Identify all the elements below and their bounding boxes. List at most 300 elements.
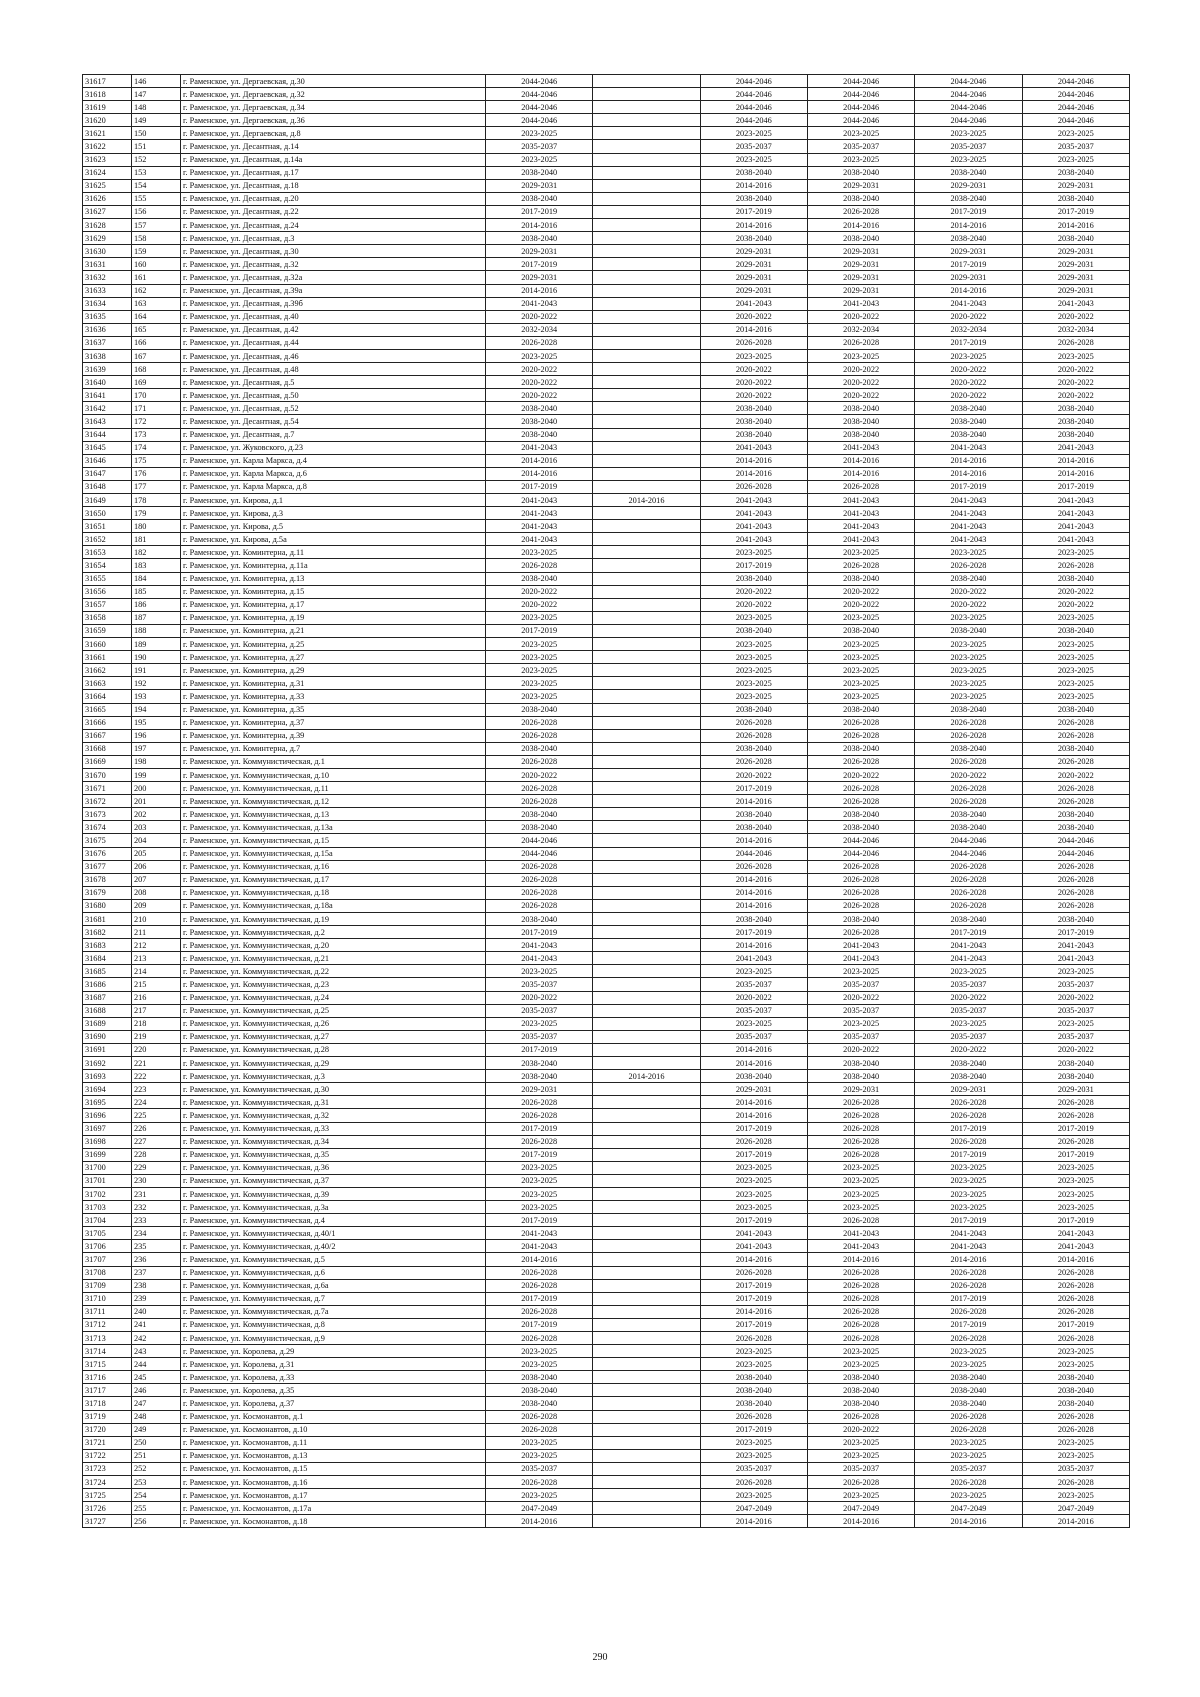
period-cell-5: 2038-2040 xyxy=(915,428,1022,441)
period-cell-5: 2038-2040 xyxy=(915,808,1022,821)
table-row xyxy=(83,1292,1130,1305)
period-cell-5: 2017-2019 xyxy=(915,1318,1022,1331)
period-cell-2 xyxy=(593,1371,700,1384)
period-cell-6: 2017-2019 xyxy=(1022,1318,1129,1331)
period-cell-6: 2023-2025 xyxy=(1022,664,1129,677)
period-cell-3: 2023-2025 xyxy=(700,965,807,978)
period-cell-1: 2023-2025 xyxy=(486,1449,593,1462)
period-cell-6: 2023-2025 xyxy=(1022,965,1129,978)
period-cell-3: 2014-2016 xyxy=(700,454,807,467)
row-number-cell: 234 xyxy=(132,1227,181,1240)
period-cell-5: 2038-2040 xyxy=(915,1070,1022,1083)
period-cell-4: 2035-2037 xyxy=(807,978,914,991)
table-row xyxy=(83,1371,1130,1384)
row-number-cell: 247 xyxy=(132,1397,181,1410)
row-number-cell: 188 xyxy=(132,624,181,637)
period-cell-3: 2029-2031 xyxy=(700,1083,807,1096)
period-cell-3: 2023-2025 xyxy=(700,1187,807,1200)
period-cell-2 xyxy=(593,219,700,232)
period-cell-2 xyxy=(593,795,700,808)
period-cell-6: 2023-2025 xyxy=(1022,1436,1129,1449)
row-id-cell: 31646 xyxy=(83,454,132,467)
table-row xyxy=(83,1436,1130,1449)
address-cell: г. Раменское, ул. Коммунистическая, д.15 xyxy=(181,834,486,847)
period-cell-5: 2038-2040 xyxy=(915,821,1022,834)
period-cell-5: 2038-2040 xyxy=(915,913,1022,926)
row-number-cell: 152 xyxy=(132,153,181,166)
period-cell-3: 2041-2043 xyxy=(700,1227,807,1240)
period-cell-2 xyxy=(593,624,700,637)
period-cell-1: 2023-2025 xyxy=(486,546,593,559)
row-id-cell: 31708 xyxy=(83,1266,132,1279)
table-row xyxy=(83,611,1130,624)
period-cell-2 xyxy=(593,349,700,362)
period-cell-5: 2014-2016 xyxy=(915,1515,1022,1528)
period-cell-6: 2014-2016 xyxy=(1022,454,1129,467)
table-row xyxy=(83,939,1130,952)
period-cell-1: 2044-2046 xyxy=(486,88,593,101)
row-id-cell: 31718 xyxy=(83,1397,132,1410)
row-number-cell: 243 xyxy=(132,1345,181,1358)
period-cell-4: 2026-2028 xyxy=(807,873,914,886)
period-cell-1: 2014-2016 xyxy=(486,467,593,480)
period-cell-6: 2017-2019 xyxy=(1022,205,1129,218)
period-cell-6: 2038-2040 xyxy=(1022,742,1129,755)
period-cell-6: 2026-2028 xyxy=(1022,755,1129,768)
table-row xyxy=(83,520,1130,533)
period-cell-6: 2041-2043 xyxy=(1022,1240,1129,1253)
row-id-cell: 31622 xyxy=(83,140,132,153)
period-cell-1: 2038-2040 xyxy=(486,192,593,205)
period-cell-3: 2023-2025 xyxy=(700,690,807,703)
row-number-cell: 192 xyxy=(132,677,181,690)
address-cell: г. Раменское, ул. Коммунистическая, д.17 xyxy=(181,873,486,886)
period-cell-5: 2023-2025 xyxy=(915,1436,1022,1449)
row-id-cell: 31629 xyxy=(83,232,132,245)
table-row xyxy=(83,1502,1130,1515)
period-cell-4: 2041-2043 xyxy=(807,441,914,454)
period-cell-3: 2047-2049 xyxy=(700,1502,807,1515)
period-cell-1: 2035-2037 xyxy=(486,1004,593,1017)
period-cell-1: 2017-2019 xyxy=(486,1214,593,1227)
period-cell-3: 2017-2019 xyxy=(700,1279,807,1292)
period-cell-6: 2020-2022 xyxy=(1022,389,1129,402)
period-cell-4: 2020-2022 xyxy=(807,376,914,389)
period-cell-5: 2017-2019 xyxy=(915,1122,1022,1135)
period-cell-3: 2023-2025 xyxy=(700,1161,807,1174)
period-cell-4: 2026-2028 xyxy=(807,716,914,729)
row-id-cell: 31716 xyxy=(83,1371,132,1384)
period-cell-4: 2023-2025 xyxy=(807,349,914,362)
period-cell-2 xyxy=(593,729,700,742)
address-cell: г. Раменское, ул. Коминтерна, д.21 xyxy=(181,624,486,637)
period-cell-3: 2038-2040 xyxy=(700,1371,807,1384)
address-cell: г. Раменское, ул. Коммунистическая, д.9 xyxy=(181,1332,486,1345)
row-number-cell: 165 xyxy=(132,323,181,336)
table-row xyxy=(83,1227,1130,1240)
period-cell-6: 2044-2046 xyxy=(1022,101,1129,114)
period-cell-4: 2026-2028 xyxy=(807,480,914,493)
address-cell: г. Раменское, ул. Карла Маркса, д.6 xyxy=(181,467,486,480)
row-number-cell: 255 xyxy=(132,1502,181,1515)
row-id-cell: 31724 xyxy=(83,1476,132,1489)
period-cell-6: 2026-2028 xyxy=(1022,1109,1129,1122)
period-cell-6: 2026-2028 xyxy=(1022,729,1129,742)
period-cell-6: 2029-2031 xyxy=(1022,1083,1129,1096)
period-cell-5: 2038-2040 xyxy=(915,624,1022,637)
period-cell-1: 2020-2022 xyxy=(486,585,593,598)
row-id-cell: 31701 xyxy=(83,1174,132,1187)
period-cell-4: 2041-2043 xyxy=(807,939,914,952)
row-id-cell: 31633 xyxy=(83,284,132,297)
table-row xyxy=(83,808,1130,821)
table-row xyxy=(83,546,1130,559)
address-cell: г. Раменское, ул. Коммунистическая, д.33 xyxy=(181,1122,486,1135)
period-cell-2 xyxy=(593,336,700,349)
row-id-cell: 31663 xyxy=(83,677,132,690)
period-cell-2 xyxy=(593,1148,700,1161)
period-cell-3: 2038-2040 xyxy=(700,821,807,834)
period-cell-6: 2038-2040 xyxy=(1022,913,1129,926)
row-number-cell: 197 xyxy=(132,742,181,755)
period-cell-2 xyxy=(593,926,700,939)
row-id-cell: 31725 xyxy=(83,1489,132,1502)
period-cell-2 xyxy=(593,1358,700,1371)
row-number-cell: 150 xyxy=(132,127,181,140)
address-cell: г. Раменское, ул. Коминтерна, д.11а xyxy=(181,559,486,572)
period-cell-4: 2029-2031 xyxy=(807,284,914,297)
period-cell-1: 2041-2043 xyxy=(486,533,593,546)
row-number-cell: 184 xyxy=(132,572,181,585)
period-cell-2 xyxy=(593,1397,700,1410)
period-cell-6: 2041-2043 xyxy=(1022,520,1129,533)
period-cell-4: 2041-2043 xyxy=(807,297,914,310)
period-cell-4: 2014-2016 xyxy=(807,1253,914,1266)
table-row xyxy=(83,349,1130,362)
period-cell-4: 2035-2037 xyxy=(807,1004,914,1017)
period-cell-5: 2035-2037 xyxy=(915,1030,1022,1043)
period-cell-5: 2017-2019 xyxy=(915,480,1022,493)
period-cell-2 xyxy=(593,1030,700,1043)
row-id-cell: 31698 xyxy=(83,1135,132,1148)
period-cell-6: 2041-2043 xyxy=(1022,441,1129,454)
address-cell: г. Раменское, ул. Коминтерна, д.33 xyxy=(181,690,486,703)
period-cell-2 xyxy=(593,1201,700,1214)
period-cell-6: 2023-2025 xyxy=(1022,611,1129,624)
row-number-cell: 251 xyxy=(132,1449,181,1462)
period-cell-6: 2020-2022 xyxy=(1022,310,1129,323)
period-cell-4: 2023-2025 xyxy=(807,153,914,166)
row-id-cell: 31704 xyxy=(83,1214,132,1227)
period-cell-1: 2035-2037 xyxy=(486,978,593,991)
address-cell: г. Раменское, ул. Коммунистическая, д.29 xyxy=(181,1057,486,1070)
row-id-cell: 31643 xyxy=(83,415,132,428)
period-cell-4: 2026-2028 xyxy=(807,795,914,808)
row-number-cell: 218 xyxy=(132,1017,181,1030)
period-cell-3: 2038-2040 xyxy=(700,402,807,415)
table-row xyxy=(83,205,1130,218)
period-cell-6: 2044-2046 xyxy=(1022,75,1129,88)
table-row xyxy=(83,952,1130,965)
period-cell-5: 2041-2043 xyxy=(915,494,1022,507)
period-cell-2 xyxy=(593,1292,700,1305)
table-row xyxy=(83,1109,1130,1122)
period-cell-1: 2041-2043 xyxy=(486,939,593,952)
period-cell-6: 2020-2022 xyxy=(1022,585,1129,598)
period-cell-4: 2023-2025 xyxy=(807,1201,914,1214)
address-cell: г. Раменское, ул. Десантная, д.32 xyxy=(181,258,486,271)
period-cell-2 xyxy=(593,1476,700,1489)
period-cell-1: 2038-2040 xyxy=(486,232,593,245)
row-number-cell: 169 xyxy=(132,376,181,389)
period-cell-5: 2041-2043 xyxy=(915,507,1022,520)
period-cell-5: 2044-2046 xyxy=(915,75,1022,88)
period-cell-6: 2026-2028 xyxy=(1022,873,1129,886)
row-id-cell: 31696 xyxy=(83,1109,132,1122)
address-cell: г. Раменское, ул. Коммунистическая, д.13 xyxy=(181,808,486,821)
address-cell: г. Раменское, ул. Коммунистическая, д.13а xyxy=(181,821,486,834)
period-cell-4: 2020-2022 xyxy=(807,1043,914,1056)
period-cell-6: 2020-2022 xyxy=(1022,363,1129,376)
period-cell-2 xyxy=(593,1214,700,1227)
table-row xyxy=(83,323,1130,336)
period-cell-3: 2014-2016 xyxy=(700,1057,807,1070)
row-number-cell: 252 xyxy=(132,1462,181,1475)
period-cell-6: 2038-2040 xyxy=(1022,572,1129,585)
period-cell-1: 2026-2028 xyxy=(486,1135,593,1148)
period-cell-2 xyxy=(593,952,700,965)
period-cell-4: 2026-2028 xyxy=(807,729,914,742)
period-cell-4: 2020-2022 xyxy=(807,991,914,1004)
address-cell: г. Раменское, ул. Карла Маркса, д.4 xyxy=(181,454,486,467)
address-cell: г. Раменское, ул. Коммунистическая, д.28 xyxy=(181,1043,486,1056)
row-number-cell: 155 xyxy=(132,192,181,205)
row-id-cell: 31631 xyxy=(83,258,132,271)
table-row xyxy=(83,258,1130,271)
period-cell-3: 2023-2025 xyxy=(700,651,807,664)
period-cell-6: 2026-2028 xyxy=(1022,860,1129,873)
address-cell: г. Раменское, ул. Коммунистическая, д.27 xyxy=(181,1030,486,1043)
period-cell-5: 2038-2040 xyxy=(915,703,1022,716)
period-cell-2 xyxy=(593,834,700,847)
period-cell-1: 2041-2043 xyxy=(486,952,593,965)
row-number-cell: 167 xyxy=(132,349,181,362)
table-row xyxy=(83,1214,1130,1227)
period-cell-4: 2026-2028 xyxy=(807,1148,914,1161)
period-cell-5: 2035-2037 xyxy=(915,1004,1022,1017)
table-row xyxy=(83,101,1130,114)
period-cell-3: 2014-2016 xyxy=(700,886,807,899)
row-id-cell: 31721 xyxy=(83,1436,132,1449)
table-row xyxy=(83,991,1130,1004)
period-cell-5: 2026-2028 xyxy=(915,559,1022,572)
period-cell-6: 2023-2025 xyxy=(1022,1489,1129,1502)
period-cell-4: 2026-2028 xyxy=(807,886,914,899)
period-cell-6: 2041-2043 xyxy=(1022,297,1129,310)
period-cell-5: 2017-2019 xyxy=(915,1148,1022,1161)
address-cell: г. Раменское, ул. Коммунистическая, д.6а xyxy=(181,1279,486,1292)
period-cell-1: 2026-2028 xyxy=(486,1266,593,1279)
row-number-cell: 185 xyxy=(132,585,181,598)
period-cell-1: 2017-2019 xyxy=(486,1292,593,1305)
row-id-cell: 31714 xyxy=(83,1345,132,1358)
period-cell-6: 2026-2028 xyxy=(1022,1266,1129,1279)
period-cell-3: 2023-2025 xyxy=(700,1449,807,1462)
period-cell-2 xyxy=(593,1109,700,1122)
period-cell-4: 2020-2022 xyxy=(807,363,914,376)
period-cell-1: 2023-2025 xyxy=(486,153,593,166)
address-cell: г. Раменское, ул. Космонавтов, д.17а xyxy=(181,1502,486,1515)
address-cell: г. Раменское, ул. Коммунистическая, д.23 xyxy=(181,978,486,991)
address-cell: г. Раменское, ул. Коммунистическая, д.35 xyxy=(181,1148,486,1161)
address-cell: г. Раменское, ул. Коммунистическая, д.25 xyxy=(181,1004,486,1017)
period-cell-5: 2026-2028 xyxy=(915,1266,1022,1279)
table-row xyxy=(83,1135,1130,1148)
period-cell-6: 2035-2037 xyxy=(1022,1462,1129,1475)
address-cell: г. Раменское, ул. Коминтерна, д.19 xyxy=(181,611,486,624)
row-number-cell: 233 xyxy=(132,1214,181,1227)
row-number-cell: 236 xyxy=(132,1253,181,1266)
row-id-cell: 31651 xyxy=(83,520,132,533)
address-cell: г. Раменское, ул. Коминтерна, д.25 xyxy=(181,638,486,651)
period-cell-1: 2038-2040 xyxy=(486,913,593,926)
period-cell-5: 2023-2025 xyxy=(915,690,1022,703)
period-cell-1: 2017-2019 xyxy=(486,1043,593,1056)
period-cell-4: 2026-2028 xyxy=(807,559,914,572)
address-cell: г. Раменское, ул. Коммунистическая, д.24 xyxy=(181,991,486,1004)
row-id-cell: 31649 xyxy=(83,494,132,507)
table-row xyxy=(83,913,1130,926)
period-cell-1: 2020-2022 xyxy=(486,363,593,376)
period-cell-3: 2026-2028 xyxy=(700,755,807,768)
row-id-cell: 31635 xyxy=(83,310,132,323)
period-cell-6: 2026-2028 xyxy=(1022,1305,1129,1318)
period-cell-5: 2023-2025 xyxy=(915,1161,1022,1174)
period-cell-4: 2023-2025 xyxy=(807,611,914,624)
period-cell-6: 2026-2028 xyxy=(1022,795,1129,808)
period-cell-1: 2023-2025 xyxy=(486,690,593,703)
row-id-cell: 31671 xyxy=(83,782,132,795)
period-cell-4: 2029-2031 xyxy=(807,258,914,271)
row-number-cell: 190 xyxy=(132,651,181,664)
table-row xyxy=(83,1345,1130,1358)
period-cell-3: 2023-2025 xyxy=(700,1489,807,1502)
period-cell-2 xyxy=(593,991,700,1004)
address-cell: г. Раменское, ул. Дергаевская, д.32 xyxy=(181,88,486,101)
row-number-cell: 232 xyxy=(132,1201,181,1214)
period-cell-3: 2023-2025 xyxy=(700,638,807,651)
period-cell-2 xyxy=(593,101,700,114)
row-id-cell: 31636 xyxy=(83,323,132,336)
address-cell: г. Раменское, ул. Коммунистическая, д.40/2 xyxy=(181,1240,486,1253)
period-cell-1: 2044-2046 xyxy=(486,101,593,114)
period-cell-5: 2041-2043 xyxy=(915,1240,1022,1253)
period-cell-5: 2041-2043 xyxy=(915,952,1022,965)
period-cell-5: 2017-2019 xyxy=(915,1292,1022,1305)
table-row xyxy=(83,166,1130,179)
period-cell-4: 2023-2025 xyxy=(807,1449,914,1462)
period-cell-6: 2017-2019 xyxy=(1022,1214,1129,1227)
period-cell-3: 2017-2019 xyxy=(700,205,807,218)
period-cell-4: 2014-2016 xyxy=(807,467,914,480)
period-cell-5: 2038-2040 xyxy=(915,742,1022,755)
table-row xyxy=(83,1122,1130,1135)
period-cell-6: 2035-2037 xyxy=(1022,1030,1129,1043)
period-cell-2 xyxy=(593,1122,700,1135)
period-cell-6: 2020-2022 xyxy=(1022,991,1129,1004)
row-id-cell: 31719 xyxy=(83,1410,132,1423)
table-row xyxy=(83,192,1130,205)
period-cell-1: 2020-2022 xyxy=(486,991,593,1004)
period-cell-1: 2044-2046 xyxy=(486,847,593,860)
period-cell-5: 2041-2043 xyxy=(915,441,1022,454)
period-cell-1: 2023-2025 xyxy=(486,1345,593,1358)
address-cell: г. Раменское, ул. Коммунистическая, д.18а xyxy=(181,899,486,912)
address-cell: г. Раменское, ул. Коммунистическая, д.7а xyxy=(181,1305,486,1318)
table-row xyxy=(83,782,1130,795)
period-cell-3: 2023-2025 xyxy=(700,677,807,690)
address-cell: г. Раменское, ул. Кирова, д.5 xyxy=(181,520,486,533)
period-cell-6: 2035-2037 xyxy=(1022,140,1129,153)
period-cell-1: 2026-2028 xyxy=(486,1332,593,1345)
row-id-cell: 31715 xyxy=(83,1358,132,1371)
period-cell-2 xyxy=(593,1332,700,1345)
period-cell-3: 2023-2025 xyxy=(700,1174,807,1187)
period-cell-4: 2023-2025 xyxy=(807,638,914,651)
period-cell-1: 2041-2043 xyxy=(486,1240,593,1253)
period-cell-2 xyxy=(593,1227,700,1240)
period-cell-3: 2023-2025 xyxy=(700,1017,807,1030)
period-cell-1: 2014-2016 xyxy=(486,219,593,232)
period-cell-3: 2023-2025 xyxy=(700,1436,807,1449)
period-cell-6: 2020-2022 xyxy=(1022,376,1129,389)
table-row xyxy=(83,1083,1130,1096)
period-cell-3: 2038-2040 xyxy=(700,1070,807,1083)
address-cell: г. Раменское, ул. Коммунистическая, д.7 xyxy=(181,1292,486,1305)
period-cell-4: 2038-2040 xyxy=(807,166,914,179)
row-number-cell: 157 xyxy=(132,219,181,232)
table-row xyxy=(83,88,1130,101)
row-id-cell: 31693 xyxy=(83,1070,132,1083)
table-row xyxy=(83,795,1130,808)
period-cell-3: 2014-2016 xyxy=(700,1515,807,1528)
row-id-cell: 31653 xyxy=(83,546,132,559)
table-row xyxy=(83,716,1130,729)
period-cell-4: 2023-2025 xyxy=(807,1436,914,1449)
period-cell-2 xyxy=(593,1096,700,1109)
period-cell-2 xyxy=(593,179,700,192)
address-cell: г. Раменское, ул. Космонавтов, д.16 xyxy=(181,1476,486,1489)
row-number-cell: 166 xyxy=(132,336,181,349)
period-cell-2 xyxy=(593,965,700,978)
period-cell-5: 2023-2025 xyxy=(915,1201,1022,1214)
period-cell-1: 2038-2040 xyxy=(486,572,593,585)
row-number-cell: 226 xyxy=(132,1122,181,1135)
row-id-cell: 31660 xyxy=(83,638,132,651)
period-cell-5: 2020-2022 xyxy=(915,585,1022,598)
period-cell-3: 2026-2028 xyxy=(700,336,807,349)
row-number-cell: 249 xyxy=(132,1423,181,1436)
period-cell-4: 2023-2025 xyxy=(807,690,914,703)
period-cell-2 xyxy=(593,978,700,991)
row-number-cell: 196 xyxy=(132,729,181,742)
period-cell-3: 2020-2022 xyxy=(700,598,807,611)
period-cell-6: 2023-2025 xyxy=(1022,690,1129,703)
period-cell-4: 2041-2043 xyxy=(807,1227,914,1240)
period-cell-5: 2017-2019 xyxy=(915,926,1022,939)
period-cell-2 xyxy=(593,1043,700,1056)
period-cell-1: 2026-2028 xyxy=(486,1279,593,1292)
